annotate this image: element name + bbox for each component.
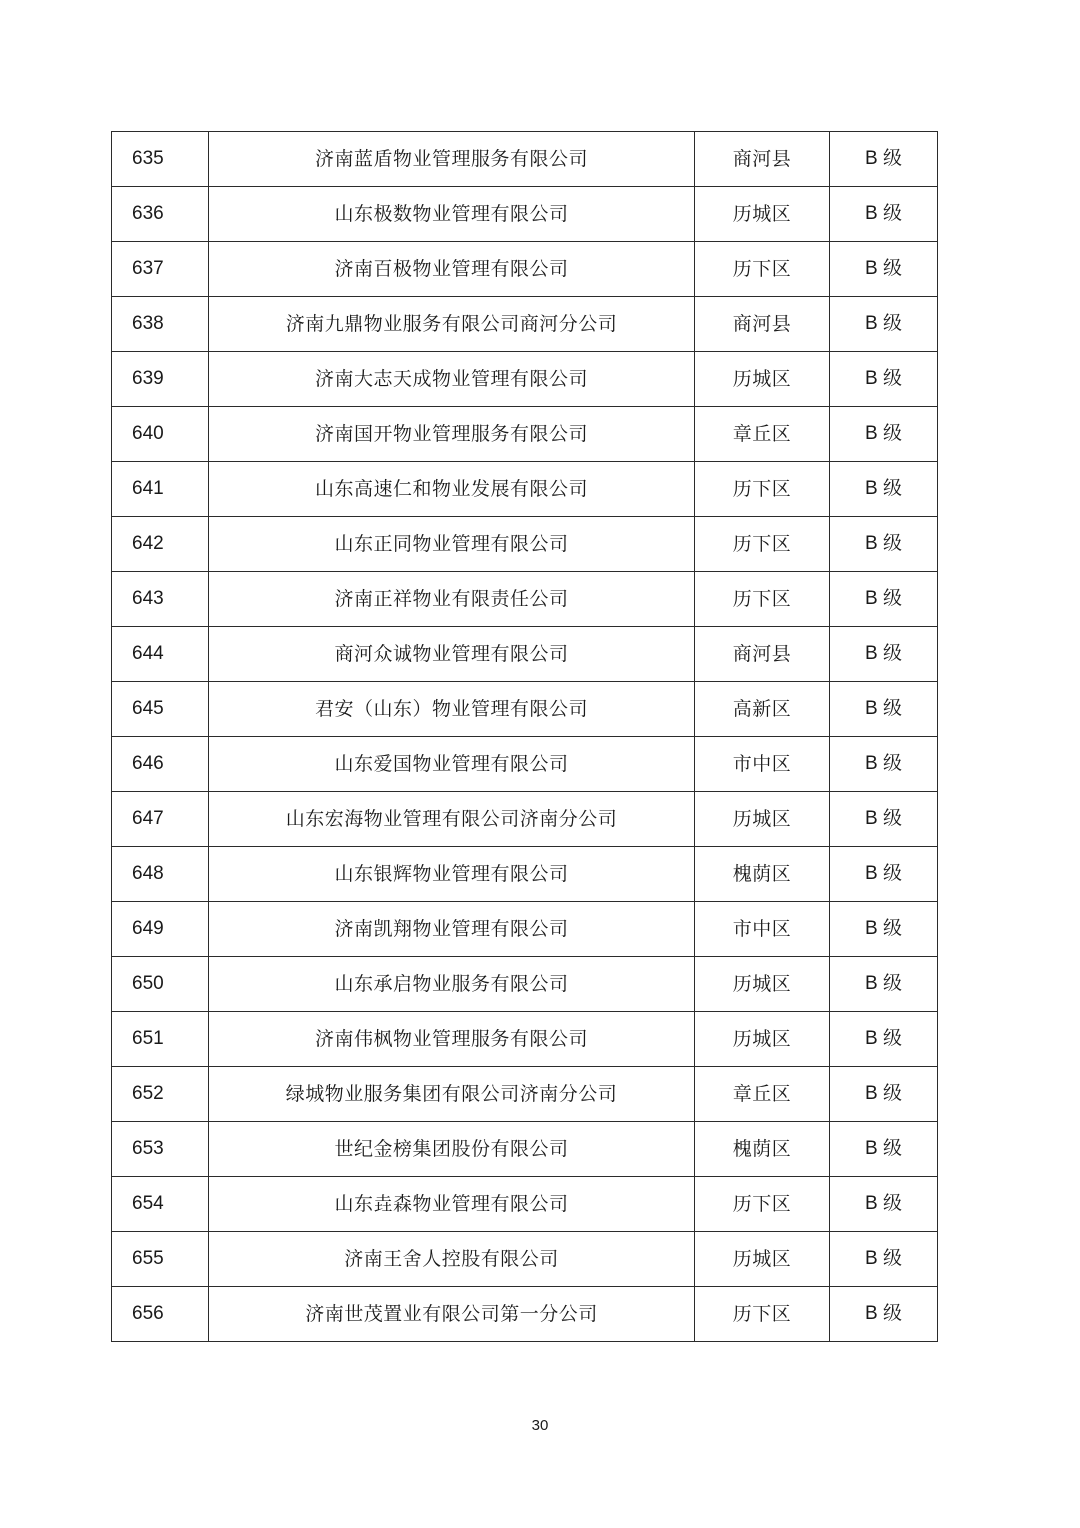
grade-cell: B 级 (830, 1287, 938, 1342)
row-number-cell: 646 (112, 737, 209, 792)
grade-cell: B 级 (830, 132, 938, 187)
company-name-cell: 济南伟枫物业管理服务有限公司 (209, 1012, 695, 1067)
district-cell: 历下区 (695, 1177, 830, 1232)
district-cell: 市中区 (695, 902, 830, 957)
table-row (112, 847, 938, 902)
table-row (112, 627, 938, 682)
company-name-cell: 山东正同物业管理有限公司 (209, 517, 695, 572)
grade-cell: B 级 (830, 627, 938, 682)
grade-cell: B 级 (830, 847, 938, 902)
company-name-cell: 济南国开物业管理服务有限公司 (209, 407, 695, 462)
row-number-cell: 637 (112, 242, 209, 297)
company-name-cell: 济南百极物业管理有限公司 (209, 242, 695, 297)
district-cell: 历城区 (695, 1232, 830, 1287)
table-row (112, 297, 938, 352)
grade-cell: B 级 (830, 352, 938, 407)
table-row (112, 187, 938, 242)
row-number-cell: 642 (112, 517, 209, 572)
company-name-cell: 济南世茂置业有限公司第一分公司 (209, 1287, 695, 1342)
row-number-cell: 640 (112, 407, 209, 462)
district-cell: 历下区 (695, 242, 830, 297)
row-number-cell: 644 (112, 627, 209, 682)
grade-cell: B 级 (830, 902, 938, 957)
table-row (112, 1067, 938, 1122)
grade-cell: B 级 (830, 297, 938, 352)
row-number-cell: 656 (112, 1287, 209, 1342)
table-row (112, 737, 938, 792)
grade-cell: B 级 (830, 957, 938, 1012)
row-number-cell: 649 (112, 902, 209, 957)
district-cell: 商河县 (695, 627, 830, 682)
company-name-cell: 山东垚森物业管理有限公司 (209, 1177, 695, 1232)
grade-cell: B 级 (830, 1122, 938, 1177)
row-number-cell: 652 (112, 1067, 209, 1122)
district-cell: 历下区 (695, 1287, 830, 1342)
company-name-cell: 商河众诚物业管理有限公司 (209, 627, 695, 682)
table-row (112, 132, 938, 187)
row-number-cell: 639 (112, 352, 209, 407)
company-name-cell: 山东银辉物业管理有限公司 (209, 847, 695, 902)
table-row (112, 407, 938, 462)
company-name-cell: 济南九鼎物业服务有限公司商河分公司 (209, 297, 695, 352)
grade-cell: B 级 (830, 242, 938, 297)
company-name-cell: 济南王舍人控股有限公司 (209, 1232, 695, 1287)
row-number-cell: 650 (112, 957, 209, 1012)
grade-cell: B 级 (830, 187, 938, 242)
table-row (112, 1122, 938, 1177)
grade-cell: B 级 (830, 462, 938, 517)
grade-cell: B 级 (830, 1177, 938, 1232)
table-row (112, 682, 938, 737)
district-cell: 高新区 (695, 682, 830, 737)
table-row (112, 242, 938, 297)
table-row (112, 957, 938, 1012)
grade-cell: B 级 (830, 1012, 938, 1067)
district-cell: 历城区 (695, 352, 830, 407)
grade-cell: B 级 (830, 682, 938, 737)
table-row (112, 1012, 938, 1067)
row-number-cell: 655 (112, 1232, 209, 1287)
row-number-cell: 641 (112, 462, 209, 517)
company-name-cell: 山东宏海物业管理有限公司济南分公司 (209, 792, 695, 847)
table-row (112, 517, 938, 572)
company-name-cell: 君安（山东）物业管理有限公司 (209, 682, 695, 737)
company-name-cell: 济南凯翔物业管理有限公司 (209, 902, 695, 957)
company-name-cell: 世纪金榜集团股份有限公司 (209, 1122, 695, 1177)
company-name-cell: 山东极数物业管理有限公司 (209, 187, 695, 242)
row-number-cell: 645 (112, 682, 209, 737)
district-cell: 历下区 (695, 462, 830, 517)
grade-cell: B 级 (830, 572, 938, 627)
table-row (112, 572, 938, 627)
table-row (112, 1232, 938, 1287)
district-cell: 历城区 (695, 1012, 830, 1067)
table-body (112, 132, 938, 1342)
company-name-cell: 绿城物业服务集团有限公司济南分公司 (209, 1067, 695, 1122)
grade-cell: B 级 (830, 792, 938, 847)
district-cell: 商河县 (695, 297, 830, 352)
table-row (112, 1177, 938, 1232)
district-cell: 历下区 (695, 517, 830, 572)
company-name-cell: 山东高速仁和物业发展有限公司 (209, 462, 695, 517)
page-number: 30 (531, 1417, 549, 1434)
row-number-cell: 638 (112, 297, 209, 352)
company-name-cell: 济南蓝盾物业管理服务有限公司 (209, 132, 695, 187)
row-number-cell: 635 (112, 132, 209, 187)
company-name-cell: 济南大志天成物业管理有限公司 (209, 352, 695, 407)
row-number-cell: 651 (112, 1012, 209, 1067)
row-number-cell: 636 (112, 187, 209, 242)
grade-cell: B 级 (830, 737, 938, 792)
company-name-cell: 济南正祥物业有限责任公司 (209, 572, 695, 627)
row-number-cell: 648 (112, 847, 209, 902)
district-cell: 历下区 (695, 572, 830, 627)
grade-cell: B 级 (830, 1232, 938, 1287)
district-cell: 章丘区 (695, 1067, 830, 1122)
row-number-cell: 653 (112, 1122, 209, 1177)
table-row (112, 902, 938, 957)
grade-cell: B 级 (830, 407, 938, 462)
district-cell: 章丘区 (695, 407, 830, 462)
grade-cell: B 级 (830, 517, 938, 572)
grade-cell: B 级 (830, 1067, 938, 1122)
company-name-cell: 山东爱国物业管理有限公司 (209, 737, 695, 792)
district-cell: 历城区 (695, 792, 830, 847)
district-cell: 槐荫区 (695, 1122, 830, 1177)
row-number-cell: 647 (112, 792, 209, 847)
district-cell: 历城区 (695, 957, 830, 1012)
row-number-cell: 654 (112, 1177, 209, 1232)
table-row (112, 352, 938, 407)
table-row (112, 462, 938, 517)
row-number-cell: 643 (112, 572, 209, 627)
district-cell: 市中区 (695, 737, 830, 792)
company-rating-table (111, 131, 938, 1342)
table-row (112, 792, 938, 847)
district-cell: 历城区 (695, 187, 830, 242)
district-cell: 商河县 (695, 132, 830, 187)
table-row (112, 1287, 938, 1342)
district-cell: 槐荫区 (695, 847, 830, 902)
company-name-cell: 山东承启物业服务有限公司 (209, 957, 695, 1012)
